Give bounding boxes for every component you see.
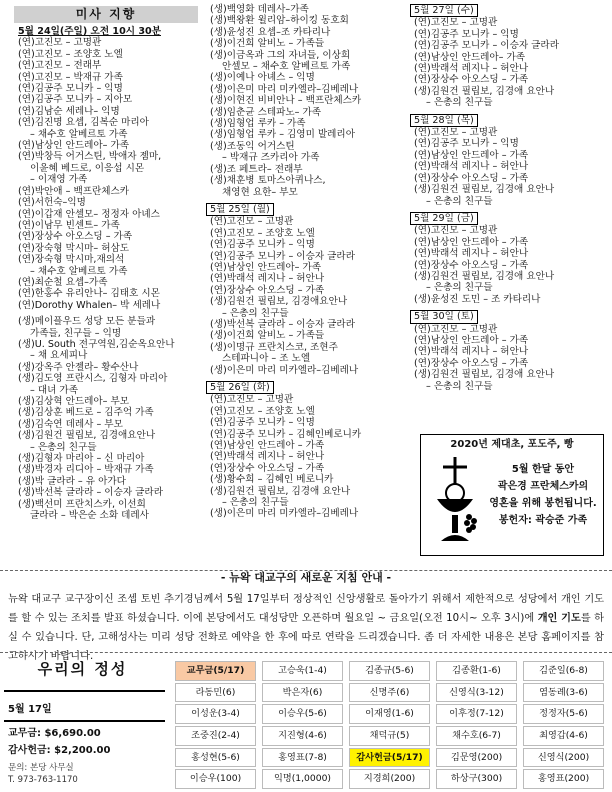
offering-donor-cell: 지진형(4-6): [262, 726, 343, 746]
intention-line: (연)고진모 – 조양호 노엘: [18, 48, 123, 60]
intention-line: (연)Dorothy Whalen– 박 세레나: [18, 299, 161, 311]
notice-lines: [485, 461, 601, 529]
intention-line: – 은총의 친구들: [426, 282, 493, 294]
intention-line: (생)이금옥과 그의 자녀들, 이상희: [210, 49, 351, 61]
intention-line: (생)황수희 – 김혜인 베로니카: [210, 474, 334, 486]
offering-donor-cell: 채수호(6-7): [436, 726, 517, 746]
date-heading-text: 5월 27일 (수): [410, 4, 478, 17]
date-heading-text: 5월 30일 (토): [410, 310, 478, 323]
offering-donor-cell: 이승우(100): [175, 769, 256, 789]
intention-line: (연)고진모 – 고명관: [210, 394, 294, 406]
date-heading: [414, 114, 604, 127]
intention-line: (연)김공주 모니카 – 김혜인베로니카: [210, 428, 362, 440]
intention-line: (연)남상인 안드레아– 가족: [414, 51, 526, 63]
intention-line: (연)서헌숙–익명: [18, 197, 86, 209]
date-heading-text: 5월 28일 (목): [410, 114, 478, 127]
intention-line: (생)이명규 프란치스코, 조현주: [210, 341, 338, 353]
intention-line: (생)김상혁 안드레아– 부모: [18, 396, 130, 407]
intention-line: (연)박창득 어거스틴, 박애자 젬마,: [18, 151, 162, 163]
intention-line: (연)박래석 레지나 – 허안나: [210, 273, 325, 285]
intention-line: (연)고진모 – 전래부: [18, 60, 102, 72]
intention-line: (생)박 글라라 – 유 아가다: [18, 475, 126, 487]
intention-line: (생)이현진 비비안나 – 백프란체스카: [210, 95, 362, 107]
offering-donor-cell: 하상구(300): [436, 769, 517, 789]
intention-line: (연)고진모 – 고명관: [414, 17, 498, 29]
offering-category-cell: 교무금(5/17): [175, 661, 256, 681]
guide-title: - 뉴왁 대교구의 새로운 지침 안내 -: [0, 570, 612, 586]
intention-line: (연)이갑재 안셀모– 정정자 아녜스: [18, 208, 160, 220]
guide-body: 뉴왁 대교구 교구장이신 조셉 토빈 추기경님께서 5월 17일부터 정상적인 신앙생활로 돌아가기 위해서 제한적으로 성당에서 개인 기도를 할 수 있는 조치를 발표 하셨습니다. 이에 본당에서도 대성당만 오픈하며 월요일 ~ 금요일(오전 10시~ 오후 3시)에 개인 기도를 하실 수 있습니다. 단, 고해성사는 미리 성당 전화로 예약을 한 후에 따로 연락을 드리겠습니다. 좀 더 자세한 내용은 본당 홈페이지를 참고하시기 바랍니다.: [8, 594, 605, 662]
offering-donor-cell: 고승욱(1-4): [262, 661, 343, 681]
intention-line: (생)박선복 글라라 – 이승자 글라라: [18, 487, 163, 499]
intention-line: 채영현 요한– 부모: [222, 186, 298, 198]
intention-line: 가족들, 친구들 – 익명: [30, 327, 122, 339]
intention-line: (연)장상수 아오스딩 – 가족: [414, 259, 529, 271]
intention-line: (생)백선미 프란치스카, 이선희: [18, 498, 146, 510]
offering-category-cell: 감사헌금(5/17): [349, 748, 430, 768]
date-heading: 5월 24일(주일) 오전 10시 30분: [18, 26, 161, 37]
intention-line: 글라라 – 박은순 소화 데레사: [30, 510, 149, 522]
notice-line: 영혼을 위해 봉헌됩니다.: [489, 498, 597, 509]
intention-line: (생)백영화 데레사–가족: [210, 4, 309, 15]
offering-date: 5월 17일: [8, 704, 52, 715]
intention-line: (연)장상수 아오스딩 – 가족: [414, 357, 529, 369]
intention-line: (생)이건희 알비노 – 가족들: [210, 330, 325, 342]
intention-line: (연)박안애 – 백프란체스카: [18, 185, 130, 197]
intention-line: (연)박래석 레지나 – 허안나: [414, 63, 529, 75]
intention-line: (연)김공주 모니카 – 익명: [18, 83, 123, 95]
mass-intentions-column-3: [414, 4, 604, 392]
offering-donor-cell: 익명(1,0000): [262, 769, 343, 789]
notice-line: 곽은경 프란체스카의: [497, 481, 589, 492]
offering-donor-cell: 이승우(5-6): [262, 704, 343, 724]
intention-line: (연)김공주 모니카 – 익명: [414, 138, 519, 150]
intention-line: – 은총의 친구들: [222, 497, 289, 509]
intention-line: (생)이은미 마리 미카엘라–김베레나: [210, 83, 359, 95]
intention-line: (연)장숙형 막시마,재의석: [18, 254, 125, 266]
offering-donor-cell: 신영식(3-12): [436, 683, 517, 703]
offering-donor-cell: 채덕규(5): [349, 726, 430, 746]
intention-line: (연)최순철 요셉–가족: [18, 276, 108, 288]
intention-line: – 채수호 알베르토 가족: [30, 128, 128, 140]
section-divider: [0, 652, 612, 653]
intention-line: (생)김상훈 베드로 – 김주억 가족: [18, 407, 154, 419]
intention-line: (생)김원건 필립보, 김경애 요안나: [414, 369, 555, 381]
intention-line: 이윤혜 베드로, 이응섭 시몬: [30, 162, 145, 174]
intention-line: (연)남상인 안드레아 – 가족: [210, 440, 325, 452]
offering-donor-cell: 지경희(200): [349, 769, 430, 789]
offering-donor-cell: 조중진(2-4): [175, 726, 256, 746]
date-heading: [414, 4, 604, 17]
intention-line: (생)김원건 필립보, 김경애 요안나: [210, 485, 351, 497]
date-heading: [414, 212, 604, 225]
intention-line: (생)조 페트라– 전래부: [210, 163, 303, 175]
offering-donor-cell: 홍성현(5-6): [175, 748, 256, 768]
intention-line: (연)김공주 모니카 – 이승자 글라라: [210, 250, 355, 262]
intention-line: – 은총의 친구들: [222, 307, 289, 319]
intention-line: (생)이건희 알비노 – 가족들: [210, 38, 325, 50]
notice-title: 2020년 제대초, 포도주, 빵: [450, 439, 574, 450]
intention-line: (생)김원건 필립보, 김경애 요안나: [414, 270, 555, 282]
intention-line: – 이재영 가족: [30, 174, 88, 186]
intention-line: (생)이은미 마리 미카엘라–김베레나: [210, 364, 359, 376]
offering-title-rule: [4, 690, 165, 692]
intention-line: – 채 요세피나: [30, 350, 88, 362]
offering-donor-cell: 김문영(200): [436, 748, 517, 768]
offering-donor-cell: 이재영(1-6): [349, 704, 430, 724]
offering-donor-cell: 신명주(6): [349, 683, 430, 703]
intention-line: (생)김도영 프란시스, 김형자 마리아: [18, 373, 168, 385]
intention-line: (생)임춘균 스테파노– 가족: [210, 106, 322, 118]
intention-line: (생)임형업 루카 – 가족: [210, 118, 306, 130]
intention-line: (생)강옥주 안젤라– 황수산나: [18, 361, 139, 373]
mass-intentions-title: 미사 지향: [14, 6, 198, 23]
intention-line: (연)고진모 – 고명관: [414, 323, 498, 335]
date-heading-text: 5월 25일 (월): [206, 203, 274, 216]
intention-line: (연)장상수 아오스딩 – 가족: [414, 172, 529, 184]
offering-donor-cell: 김종환(1-6): [436, 661, 517, 681]
intention-line: (생)박선복 글라라 – 이승자 글라라: [210, 318, 355, 330]
intention-line: (연)남상인 안드레아– 가족: [210, 261, 322, 273]
intention-line: (생)채훈병 토마스아퀴나스,: [210, 175, 326, 187]
intention-line: (연)남상인 안드레아– 가족: [18, 140, 130, 152]
intention-line: 스테파니아 – 조 노엘: [222, 353, 311, 365]
intention-line: – 은총의 친구들: [426, 380, 493, 392]
date-heading-text: 5월 29일 (금): [410, 212, 478, 225]
intention-line: (연)김남순 세레나– 익명: [18, 105, 120, 117]
intention-line: (연)고진모 – 고명관: [18, 37, 102, 49]
offering-contact: 문의: 본당 사무실: [8, 763, 74, 773]
intention-line: (연)김공주 모니카 – 지아모: [18, 94, 133, 106]
offering-donor-cell: 염동례(3-6): [523, 683, 604, 703]
offering-donor-cell: 신영식(200): [523, 748, 604, 768]
intention-line: (연)고진모 – 조양호 노엘: [210, 227, 315, 239]
offering-donor-cell: 라동민(6): [175, 683, 256, 703]
offering-donor-cell: 홍영표(7-8): [262, 748, 343, 768]
intention-line: (연)고진모 – 고명관: [210, 216, 294, 228]
mass-intentions-column-2: [210, 4, 406, 520]
date-heading-text: 5월 26일 (화): [206, 381, 274, 394]
altar-offering-notice: [420, 434, 604, 556]
date-heading: [210, 381, 406, 394]
intention-line: – 대녀 가족: [30, 384, 78, 396]
intention-line: (생)김원건 필립보, 김경애요안나: [18, 430, 156, 442]
mass-intentions-column-1: [18, 26, 204, 521]
intention-line: (연)이남무 빈센트– 가족: [18, 219, 120, 231]
intention-line: (생)박경자 리디아 – 박재규 가족: [18, 464, 154, 476]
date-heading: [414, 310, 604, 323]
intention-line: (연)남상인 안드레아 – 가족: [414, 236, 529, 248]
intention-line: (연)한홍수 유리안나– 김태호 시몬: [18, 288, 160, 300]
intention-line: (연)장상수 아오스딩 – 가족: [210, 462, 325, 474]
intention-line: (연)장상수 아오스딩 – 가족: [414, 74, 529, 86]
intention-line: (연)김공주 모니카 – 익명: [210, 239, 315, 251]
intention-line: (생)윤성진 요셉–조 카타리나: [210, 26, 331, 38]
offering-date-rule: [4, 720, 165, 722]
intention-line: (연)박래석 레지나 – 허안나: [210, 451, 325, 463]
offering-title: 우리의 정성: [37, 660, 128, 678]
intention-line: (연)김공주 모니카 – 이승자 글라라: [414, 40, 559, 52]
offering-donor-cell: 김종규(5-6): [349, 661, 430, 681]
offering-grid: [175, 661, 604, 789]
intention-line: (연)고진모 – 조양호 노엘: [210, 405, 315, 417]
chalice-icon: [429, 455, 481, 547]
intention-line: (연)김공주 모니카 – 익명: [414, 28, 519, 40]
offering-donor-cell: 박은자(6): [262, 683, 343, 703]
intention-line: – 채수호 알베르토 가족: [30, 265, 128, 277]
intention-line: (생)김형자 마리아 – 신 마리아: [18, 453, 145, 465]
offering-donor-cell: 홍영표(200): [523, 769, 604, 789]
date-heading: [210, 203, 406, 216]
offering-donor-cell: 최영갑(4-6): [523, 726, 604, 746]
intention-line: 안셀모 – 채수호 알베르토 가족: [222, 61, 351, 73]
offering-donor-cell: 김준일(6-8): [523, 661, 604, 681]
intention-line: (생)메이플우드 성당 모든 분들과: [18, 316, 156, 328]
intention-line: (생)백왕환 윌리암–하이킹 동호회: [210, 15, 349, 27]
offering-donor-cell: 이후정(7-12): [436, 704, 517, 724]
intention-line: (연)고진모 – 고명관: [414, 127, 498, 139]
intention-line: (연)고진모 – 고명관: [414, 225, 498, 237]
intention-line: – 은총의 친구들: [426, 97, 493, 109]
intention-line: (연)박래석 레지나 – 허안나: [414, 346, 529, 358]
intention-line: (생)김숙연 데레사 – 부모: [18, 418, 123, 430]
offering-amount-thanks: 감사헌금: $2,200.00: [8, 745, 111, 756]
intention-line: – 은총의 친구들: [426, 195, 493, 207]
notice-line: 봉헌자: 곽승준 가족: [498, 515, 588, 526]
intention-line: (연)김공주 모니카 – 익명: [210, 417, 315, 429]
intention-line: (생)김원건 필립보, 김경애 요안나: [414, 85, 555, 97]
intention-line: (생)김원건 필립보, 김경애 요안나: [414, 184, 555, 196]
intention-line: (연)남상인 안드레아 – 가족: [414, 149, 529, 161]
intention-line: (생)이은미 마리 미카엘라–김베레나: [210, 508, 359, 520]
intention-line: (연)박래석 레지나 – 허안나: [414, 248, 529, 260]
intention-line: (생)김원건 필립보, 김경애요안나: [210, 296, 348, 308]
offering-phone: T. 973-763-1170: [8, 775, 78, 785]
intention-line: (연)장숙형 막시마– 허삼도: [18, 242, 130, 254]
intention-line: (연)장상수 아오스딩 – 가족: [210, 284, 325, 296]
intention-line: (생)임형업 루카 – 김영미 발레리아: [210, 129, 355, 141]
intention-line: (연)박래석 레지나 – 허안나: [414, 161, 529, 173]
intention-line: (연)김진명 요셉, 김복순 마리아: [18, 117, 149, 129]
intention-line: (연)장상수 아오스딩 – 가족: [18, 231, 133, 243]
offering-amount-dues: 교무금: $6,690.00: [8, 728, 101, 739]
intention-line: (연)남상인 안드레아 – 가족: [414, 334, 529, 346]
offering-donor-cell: 정정자(5-6): [523, 704, 604, 724]
intention-line: – 박재규 즈카리아 가족: [222, 152, 320, 164]
intention-line: – 은총의 친구들: [30, 441, 97, 453]
intention-line: (생)조동익 어거스틴: [210, 140, 295, 152]
intention-line: (생)이예나 아녜스 – 익명: [210, 72, 315, 84]
intention-line: (생)U. South 전구역원,김순옥요안나: [18, 338, 175, 350]
intention-line: (생)윤성진 도민 – 조 카타리나: [414, 293, 541, 305]
notice-line: 5월 한달 동안: [511, 464, 575, 475]
offering-donor-cell: 이성운(3-4): [175, 704, 256, 724]
intention-line: (연)고진모 – 박재규 가족: [18, 71, 123, 83]
